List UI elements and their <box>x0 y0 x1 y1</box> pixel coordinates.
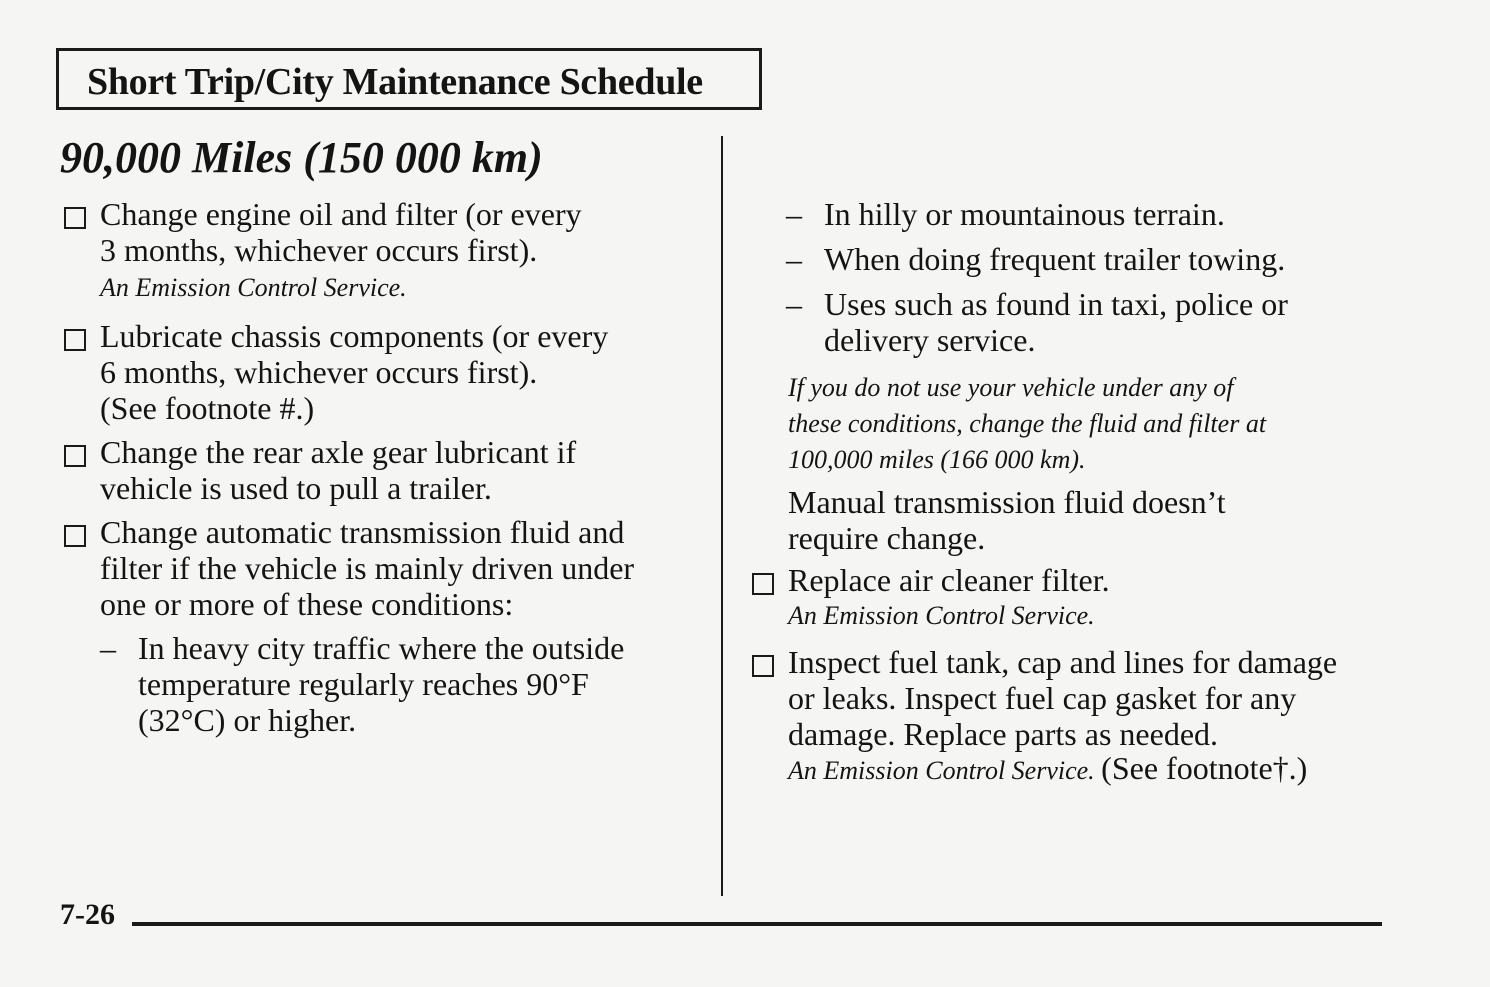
item-text: vehicle is used to pull a trailer. <box>100 470 492 506</box>
condition-item <box>786 286 1410 358</box>
page-number: 7-26 <box>60 898 115 931</box>
item-text: or leaks. Inspect fuel cap gasket for any <box>788 680 1297 716</box>
item-text: 3 months, whichever occurs first). <box>100 232 538 268</box>
manual-text: require change. <box>788 520 986 556</box>
checklist-item <box>62 196 702 304</box>
column-divider <box>721 136 723 896</box>
item-text: Change the rear axle gear lubricant if <box>100 434 577 470</box>
condition-text: Uses such as found in taxi, police or <box>824 286 1288 322</box>
dash-marker: – <box>786 286 802 322</box>
checkbox[interactable] <box>64 207 86 229</box>
alternate-interval-note <box>750 370 1410 478</box>
checklist-item <box>750 562 1410 632</box>
right-column <box>750 196 1410 787</box>
page-footer <box>60 898 1382 938</box>
dash-marker: – <box>100 630 116 666</box>
checklist-item <box>750 644 1410 787</box>
condition-list <box>786 196 1410 358</box>
item-text: 6 months, whichever occurs first). <box>100 354 538 390</box>
checkbox[interactable] <box>64 329 86 351</box>
item-text: Change automatic transmission fluid and <box>100 514 625 550</box>
manual-text: Manual transmission fluid doesn’t <box>788 484 1226 520</box>
mileage-heading: 90,000 Miles (150 000 km) <box>60 133 543 182</box>
note-line: 100,000 miles (166 000 km). <box>788 445 1086 474</box>
checkbox[interactable] <box>64 525 86 547</box>
item-text: damage. Replace parts as needed. <box>788 716 1219 752</box>
footnote-reference: (See footnote†.) <box>1101 750 1308 786</box>
condition-item <box>786 196 1410 232</box>
condition-text: delivery service. <box>824 322 1036 358</box>
item-text: filter if the vehicle is mainly driven under <box>100 550 635 586</box>
dash-marker: – <box>786 196 802 232</box>
emission-note: An Emission Control Service. <box>788 601 1095 630</box>
item-text: (See footnote #.) <box>100 390 315 426</box>
item-text: Lubricate chassis components (or every <box>100 318 609 354</box>
checkbox[interactable] <box>752 573 774 595</box>
item-text: Replace air cleaner filter. <box>788 562 1110 598</box>
item-text: Inspect fuel tank, cap and lines for damage <box>788 644 1338 680</box>
condition-item <box>100 630 702 738</box>
emission-note: An Emission Control Service. <box>100 273 407 302</box>
checkbox[interactable] <box>752 655 774 677</box>
condition-item <box>786 241 1410 277</box>
checklist-item <box>62 434 702 506</box>
note-line: If you do not use your vehicle under any of <box>788 373 1234 402</box>
note-line: these conditions, change the fluid and filter at <box>788 409 1267 438</box>
footer-rule <box>132 922 1382 926</box>
manual-transmission-note <box>750 484 1410 556</box>
dash-marker: – <box>786 241 802 277</box>
condition-text: (32°C) or higher. <box>138 702 357 738</box>
header-title: Short Trip/City Maintenance Schedule <box>87 61 703 103</box>
condition-text: temperature regularly reaches 90°F <box>138 666 589 702</box>
condition-text: In heavy city traffic where the outside <box>138 630 625 666</box>
item-text: Change engine oil and filter (or every <box>100 196 582 232</box>
header-box <box>56 48 762 110</box>
checklist-item <box>62 318 702 426</box>
condition-text: In hilly or mountainous terrain. <box>824 196 1225 232</box>
emission-note: An Emission Control Service. <box>788 756 1095 785</box>
checklist-item <box>62 514 702 738</box>
emission-note-line <box>788 752 1410 787</box>
condition-text: When doing frequent trailer towing. <box>824 241 1286 277</box>
item-text: one or more of these conditions: <box>100 586 514 622</box>
checkbox[interactable] <box>64 445 86 467</box>
left-column <box>62 196 702 738</box>
